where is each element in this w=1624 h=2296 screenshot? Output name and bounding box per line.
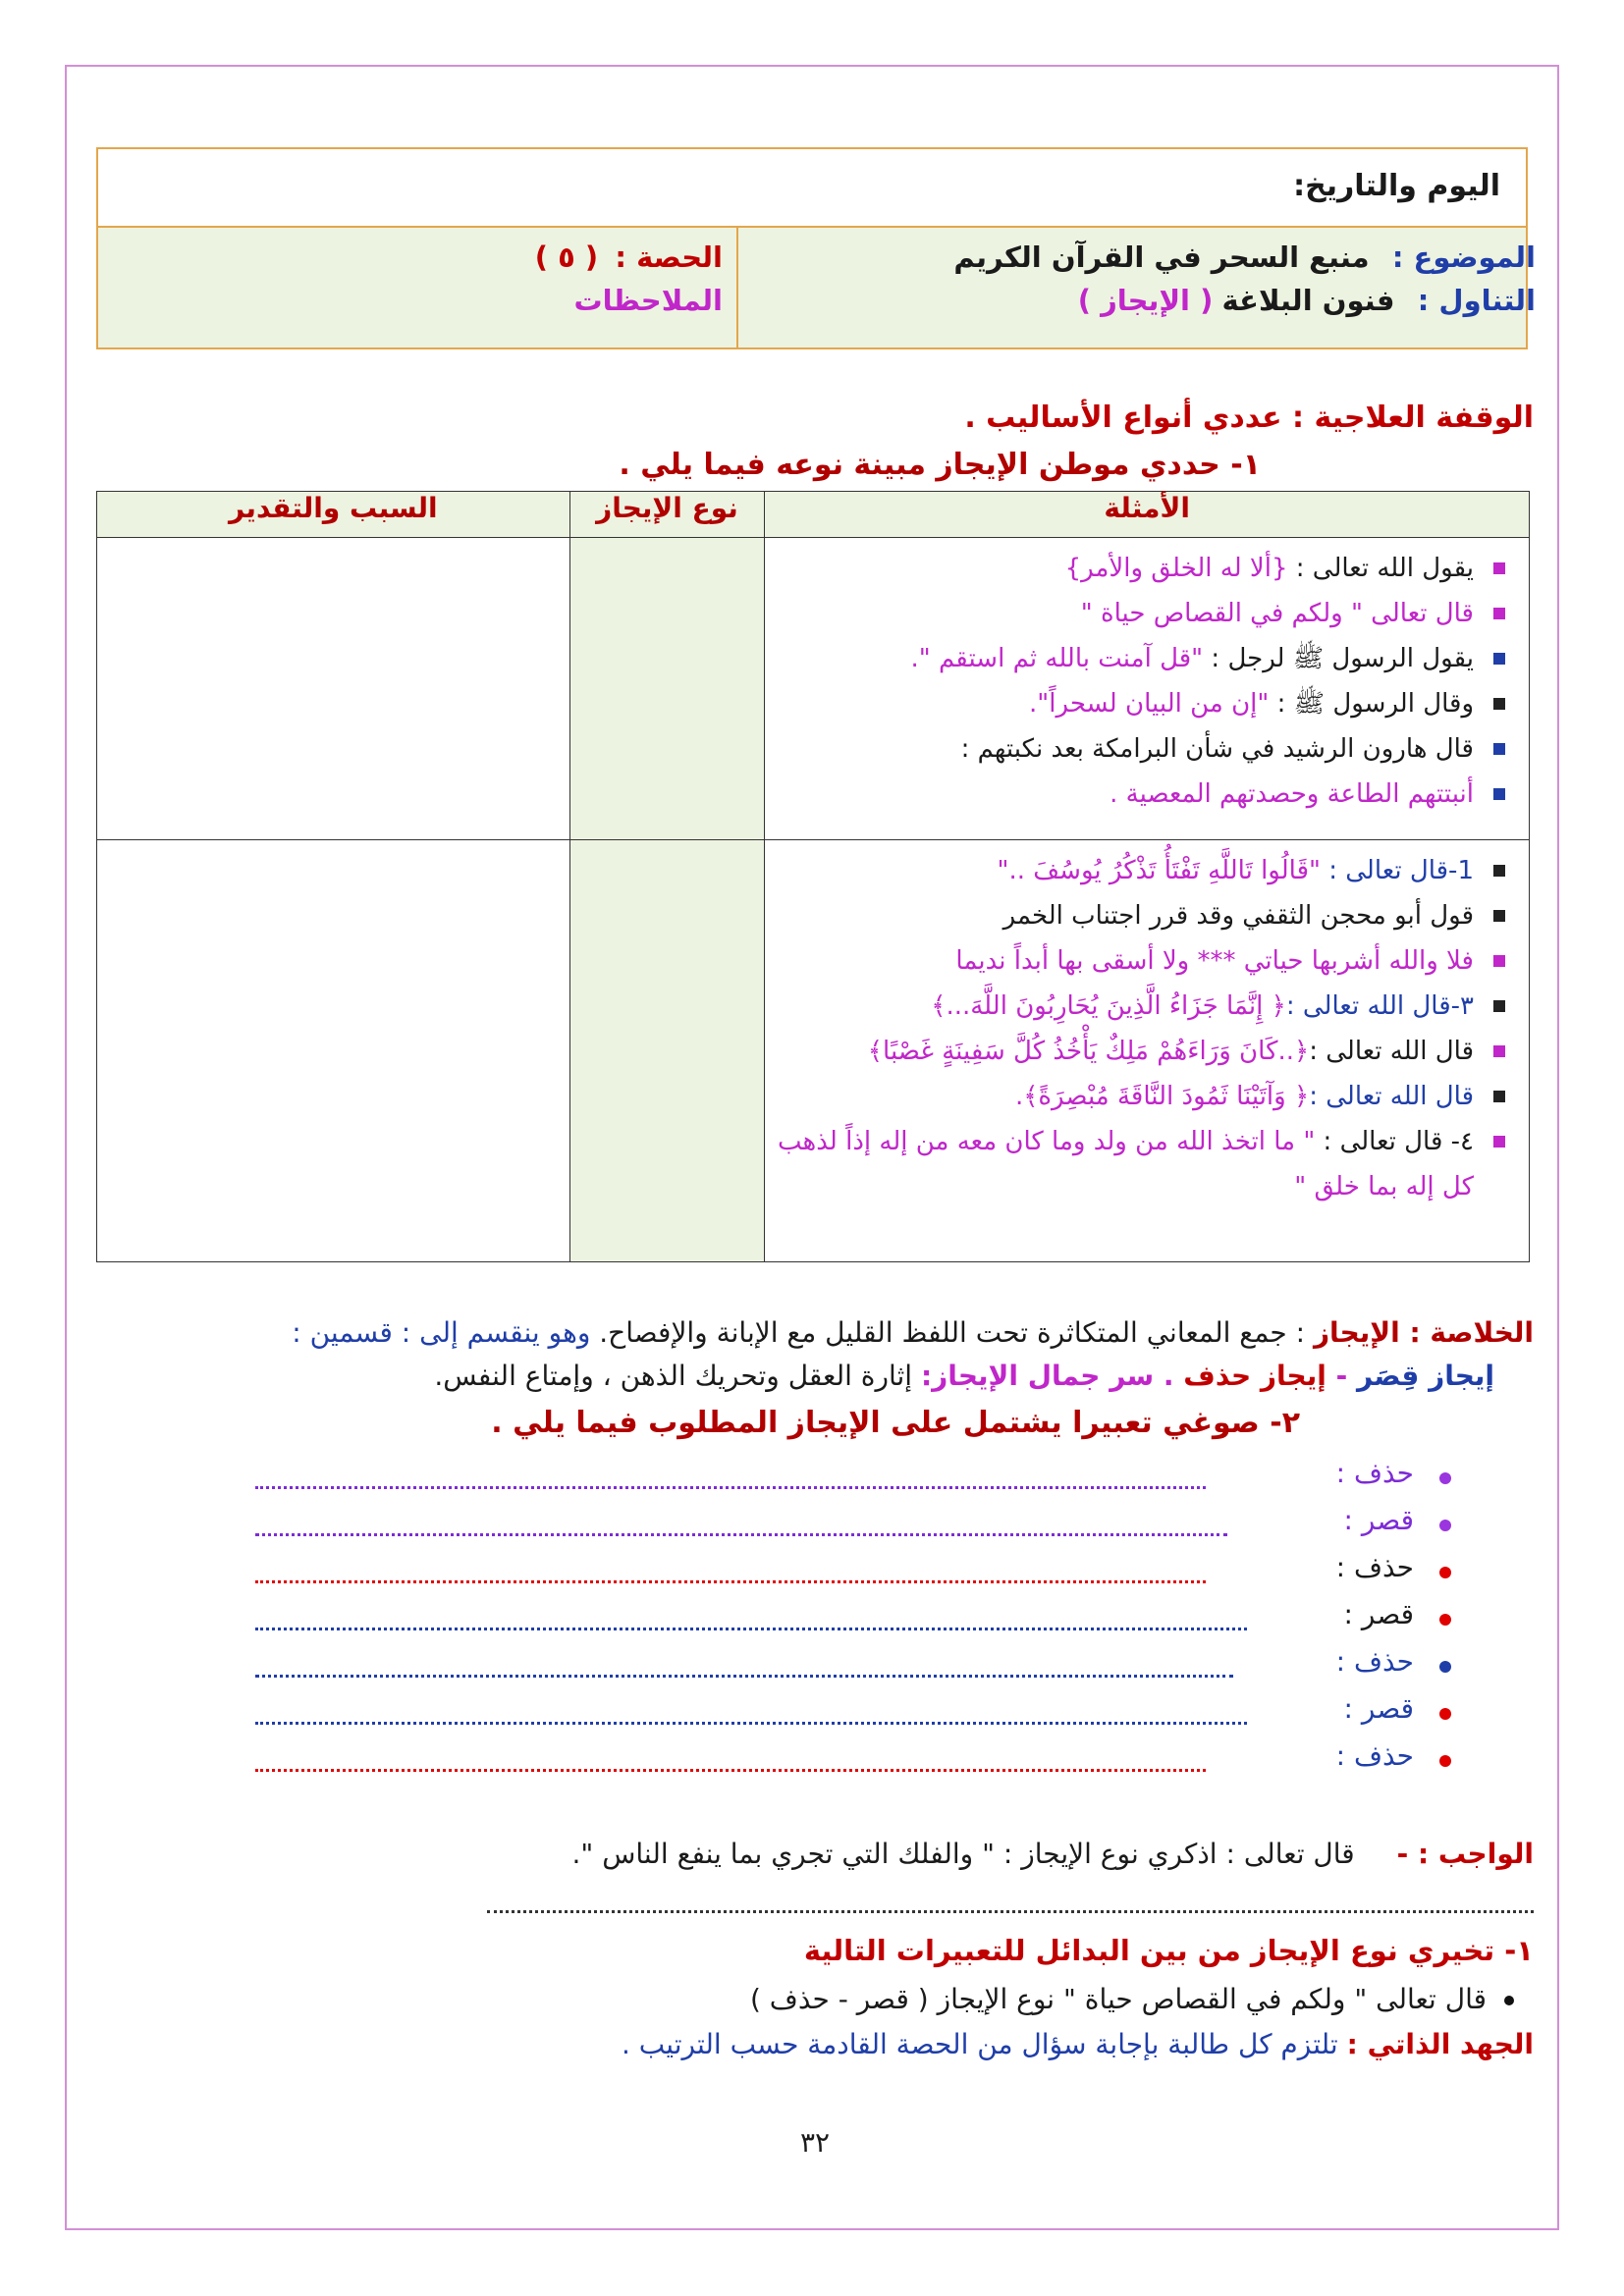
lesson-label: الحصة : [615,240,723,274]
example-quote: "قَالُوا تَاللَّهِ تَفْتَأُ تَذْكُرُ يُوسُفَ .." [997,856,1321,885]
topic-block [953,236,1536,322]
square-bullet-icon [1493,788,1505,800]
example-quote: {ألا له الخلق والأمر} [1064,554,1288,583]
example-quote: "إن من البيان لسحراً". [1029,689,1270,719]
q2-answer-line[interactable] [255,1769,1206,1772]
col-header-reason: السبب والتقدير [97,492,570,538]
notes-label: الملاحظات [573,284,723,317]
example-item [773,591,1507,636]
homework-question: ١- تخيري نوع الإيجاز من بين البدائل للتعبيرات التالية [803,1934,1534,1967]
bullet-dot-icon [1439,1755,1451,1767]
bullet-dot-icon [1439,1472,1451,1484]
q2-item-label: قصر : [1343,1598,1414,1630]
summary-block [81,1311,1534,1398]
example-intro: ٤- قال تعالى : [1315,1127,1474,1156]
beauty-text: إثارة العقل وتحريك الذهن ، وإمتاع النفس. [434,1360,921,1392]
bullet-dot [1504,1996,1514,2005]
example-intro: ٣-قال الله تعالى : [1285,991,1474,1021]
example-quote: " ما اتخذ الله من ولد وما كان معه من إله إذاً لذهب كل إله بما خلق " [778,1127,1474,1201]
square-bullet-icon [1493,562,1505,574]
date-row [96,147,1528,226]
lesson-value: ( ٥ ) [534,240,599,274]
example-quote: "قل آمنت بالله ثم استقم ". [910,644,1204,673]
topic-label: الموضوع : [1391,240,1536,274]
example-intro: قال تعالى [1362,599,1474,628]
example-intro: قال الله تعالى : [1309,1037,1474,1066]
remedial-title: الوقفة العلاجية : عددي أنواع الأساليب . [964,400,1534,435]
day-date-label: اليوم والتاريخ: [1293,169,1500,203]
square-bullet-icon [1493,743,1505,755]
type-hadhf: إيجاز حذف [1183,1360,1326,1392]
example-intro: وقال الرسول ﷺ : [1269,689,1474,719]
square-bullet-icon [1493,1000,1505,1012]
col-header-type: نوع الإيجاز [569,492,765,538]
coverage-highlight: ( الإيجاز ) [1077,284,1214,317]
example-intro: يقول الله تعالى : [1287,554,1474,583]
type-separator: - [1326,1360,1357,1392]
type-answer-cell-1[interactable] [569,538,765,840]
square-bullet-icon [1493,1045,1505,1057]
example-quote: ﴿ إِنَّمَا جَزَاءُ الَّذِينَ يُحَارِبُونَ اللَّهَ...﴾ [931,991,1286,1021]
q2-answer-line[interactable] [255,1533,1227,1536]
question-2: ٢- صوغي تعبيرا يشتمل على الإيجاز المطلوب فيما يلي . [491,1406,1300,1440]
self-effort-label: الجهد الذاتي : [1346,2028,1534,2060]
bullet-dot-icon [1439,1661,1451,1673]
question-1: ١- حددي موطن الإيجاز مبينة نوعه فيما يلي . [619,448,1261,482]
bullet-dot-icon [1439,1614,1451,1626]
examples-table [96,491,1530,1262]
lesson-block [535,236,723,322]
example-item [773,772,1507,817]
bullet-dot-icon [1439,1708,1451,1720]
homework-label: الواجب : - [1396,1838,1534,1870]
page-number: ٣٢ [799,2126,831,2159]
coverage-label: التناول : [1417,284,1536,317]
example-intro: قال هارون الرشيد في شأن البرامكة بعد نكبتهم : [960,734,1474,764]
example-quote: ﴿..كَانَ وَرَاءَهُمْ مَلِكٌ يَأْخُذُ كُلَّ سَفِينَةٍ غَصْبًا﴾ [867,1037,1310,1066]
example-quote: ﴿ وَآتَيْنَا ثَمُودَ النَّاقَةَ مُبْصِرَةً﴾. [1014,1082,1310,1111]
square-bullet-icon [1493,955,1505,967]
square-bullet-icon [1493,608,1505,619]
summary-tail: وهو ينقسم إلى : قسمين : [292,1316,600,1349]
examples-list-1 [765,538,1529,825]
q2-item-label: قصر : [1343,1692,1414,1725]
homework-text: قال تعالى : اذكري نوع الإيجاز : " والفلك التي تجري بما ينفع الناس ". [571,1838,1355,1870]
example-intro: قول أبو محجن الثقفي وقد قرر اجتناب الخمر [1002,901,1474,931]
type-qasr: إيجاز قِصَر [1356,1360,1494,1392]
header-divider [736,226,738,349]
square-bullet-icon [1493,910,1505,922]
type-answer-cell-2[interactable] [569,840,765,1262]
example-quote: " ولكم في القصاص حياة " [1080,599,1363,628]
q2-item-label: حذف : [1335,1457,1414,1489]
col-header-examples: الأمثلة [765,492,1530,538]
square-bullet-icon [1493,698,1505,710]
coverage-value: فنون البلاغة [1221,284,1395,317]
example-intro: أنبتتهم الطاعة وحصدتهم المعصية . [1110,779,1474,809]
example-item [773,984,1507,1029]
examples-cell-1 [765,538,1530,840]
example-intro: فلا والله أشربها حياتي *** ولا أسقى بها أبداً نديما [955,946,1474,976]
examples-cell-2 [765,840,1530,1262]
examples-list-2 [765,840,1529,1217]
topic-value: منبع السحر في القرآن الكريم [953,240,1370,274]
example-item [773,893,1507,938]
self-effort-line [622,2028,1534,2060]
example-intro: 1-قال تعالى : [1320,856,1474,885]
q2-answer-line[interactable] [255,1580,1206,1583]
q2-item-label: حذف : [1335,1645,1414,1678]
square-bullet-icon [1493,865,1505,877]
example-item [773,848,1507,893]
example-item [773,636,1507,681]
example-item [773,726,1507,772]
q2-answer-line[interactable] [255,1486,1206,1489]
q2-answer-line[interactable] [255,1722,1247,1725]
q2-answer-line[interactable] [255,1675,1233,1678]
homework-answer-line[interactable] [487,1910,1534,1913]
square-bullet-icon [1493,1136,1505,1148]
summary-text: : جمع المعاني المتكاثرة تحت اللفظ القليل مع الإبانة والإفصاح. [599,1316,1314,1349]
example-item [773,1074,1507,1119]
reason-answer-cell-2[interactable] [97,840,570,1262]
beauty-label: . سر جمال الإيجاز: [920,1360,1184,1392]
self-effort-text: تلتزم كل طالبة بإجابة سؤال من الحصة القادمة حسب الترتيب . [621,2028,1347,2060]
q2-item-label: قصر : [1343,1504,1414,1536]
bullet-dot-icon [1439,1520,1451,1531]
homework-bullet-text: قال تعالى " ولكم في القصاص حياة " نوع الإيجاز ( قصر - حذف ) [749,1983,1487,2015]
example-item [773,938,1507,984]
example-item [773,1119,1507,1209]
square-bullet-icon [1493,653,1505,665]
homework-line [572,1838,1534,1870]
example-item [773,546,1507,591]
square-bullet-icon [1493,1091,1505,1102]
bullet-dot-icon [1439,1567,1451,1578]
example-intro: قال الله تعالى : [1309,1082,1474,1111]
q2-item-label: حذف : [1335,1551,1414,1583]
summary-label: الخلاصة : الإيجاز [1313,1316,1534,1349]
example-item [773,681,1507,726]
example-intro: يقول الرسول ﷺ لرجل : [1203,644,1474,673]
homework-bullet-item [750,1983,1514,2015]
example-item [773,1029,1507,1074]
q2-item-label: حذف : [1335,1739,1414,1772]
reason-answer-cell-1[interactable] [97,538,570,840]
q2-answer-line[interactable] [255,1628,1247,1630]
